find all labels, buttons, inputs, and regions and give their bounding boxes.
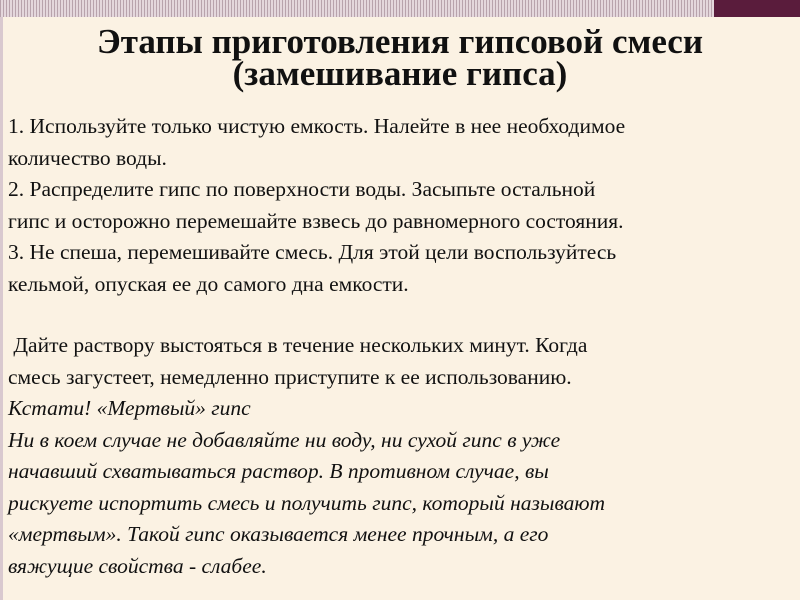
tip-heading: Кстати! «Мертвый» гипс bbox=[8, 396, 251, 420]
tip-line: «мертвым». Такой гипс оказывается менее прочным, а его bbox=[8, 522, 549, 546]
step-2-line: гипс и осторожно перемешайте взвесь до равномерного состояния. bbox=[8, 208, 624, 233]
paragraph-spacer bbox=[8, 300, 792, 330]
slide-title bbox=[10, 22, 790, 93]
slide-body bbox=[8, 111, 792, 582]
dead-plaster-tip bbox=[8, 393, 792, 582]
step-1-line: 1. Используйте только чистую емкость. Налейте в нее необходимое bbox=[8, 114, 626, 138]
step-1-line: количество воды. bbox=[8, 145, 167, 170]
step-3-line: кельмой, опуская ее до самого дна емкости. bbox=[8, 271, 409, 296]
decorative-stripe bbox=[0, 0, 714, 17]
tip-line: вяжущие свойства - слабее. bbox=[8, 553, 267, 578]
tip-line: рискуете испортить смесь и получить гипс, который называют bbox=[8, 490, 606, 515]
step-2-line: 2. Распределите гипс по поверхности воды. Засыпьте остальной bbox=[8, 177, 596, 201]
tip-line: Ни в коем случае не добавляйте ни воду, ни сухой гипс в уже bbox=[8, 427, 561, 452]
note-line: Дайте раствору выстояться в течение нескольких минут. Когда bbox=[8, 333, 588, 357]
decorative-left-line bbox=[0, 17, 3, 600]
step-3-line: 3. Не спеша, перемешивайте смесь. Для этой цели воспользуйтесь bbox=[8, 240, 617, 264]
title-line: Этапы приготовления гипсовой смеси bbox=[97, 22, 703, 61]
steps-list bbox=[8, 111, 792, 300]
tip-line: начавший схватываться раствор. В противном случае, вы bbox=[8, 459, 549, 483]
title-line: (замешивание гипса) bbox=[232, 53, 568, 93]
decorative-accent-block bbox=[714, 0, 800, 17]
settling-note bbox=[8, 330, 792, 393]
note-line: смесь загустеет, немедленно приступите к ее использованию. bbox=[8, 364, 572, 389]
